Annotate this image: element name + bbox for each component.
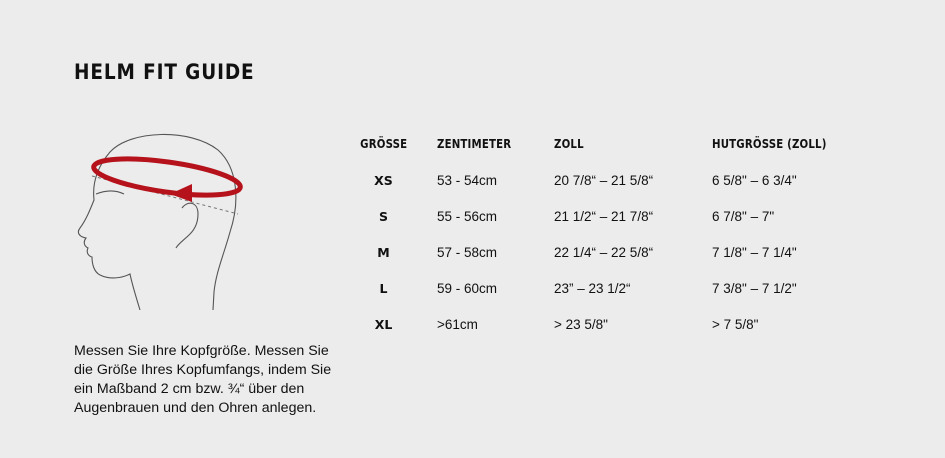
header-hat-size: HUTGRÖSSE (ZOLL) [712, 137, 827, 151]
hat-size-cell: 6 5/8" – 6 3/4" [712, 172, 797, 188]
cm-cell: 53 - 54cm [437, 172, 498, 188]
page-title: HELM FIT GUIDE [74, 60, 255, 84]
size-cell: XL [374, 316, 393, 332]
cm-cell: 55 - 56cm [437, 208, 498, 224]
hat-size-cell: 7 3/8" – 7 1/2" [712, 280, 797, 296]
cm-cell: 59 - 60cm [437, 280, 498, 296]
header-cm: ZENTIMETER [437, 137, 512, 151]
table-row [330, 270, 890, 306]
hat-size-cell: 6 7/8" – 7" [712, 208, 775, 224]
table-row [330, 234, 890, 270]
inch-cell: 21 1/2“ – 21 7/8“ [554, 208, 654, 224]
header-inch: ZOLL [554, 137, 584, 151]
cm-cell: 57 - 58cm [437, 244, 498, 260]
inch-cell: > 23 5/8" [554, 316, 608, 332]
cm-cell: >61cm [437, 316, 478, 332]
header-size: GRÖSSE [359, 137, 408, 151]
size-table [330, 126, 890, 342]
inch-cell: 20 7/8“ – 21 5/8“ [554, 172, 654, 188]
measurement-instructions: Messen Sie Ihre Kopfgröße. Messen Sie die Größe Ihres Kopfumfangs, indem Sie ein Maßband 2 cm bzw. ¾“ über den Augenbrauen und den Ohren anlegen. [74, 343, 332, 416]
table-row [330, 306, 890, 342]
size-cell: L [379, 280, 388, 296]
hat-size-cell: 7 1/8" – 7 1/4" [712, 244, 797, 260]
inch-cell: 22 1/4“ – 22 5/8“ [554, 244, 654, 260]
table-row [330, 198, 890, 234]
hat-size-cell: > 7 5/8" [712, 316, 759, 332]
size-cell: S [378, 208, 388, 224]
inch-cell: 23” – 23 1/2“ [554, 280, 631, 296]
size-cell: M [377, 244, 390, 260]
size-cell: XS [374, 172, 393, 188]
table-row [330, 162, 890, 198]
table-header-row [330, 126, 890, 162]
head-measurement-icon [70, 122, 250, 312]
